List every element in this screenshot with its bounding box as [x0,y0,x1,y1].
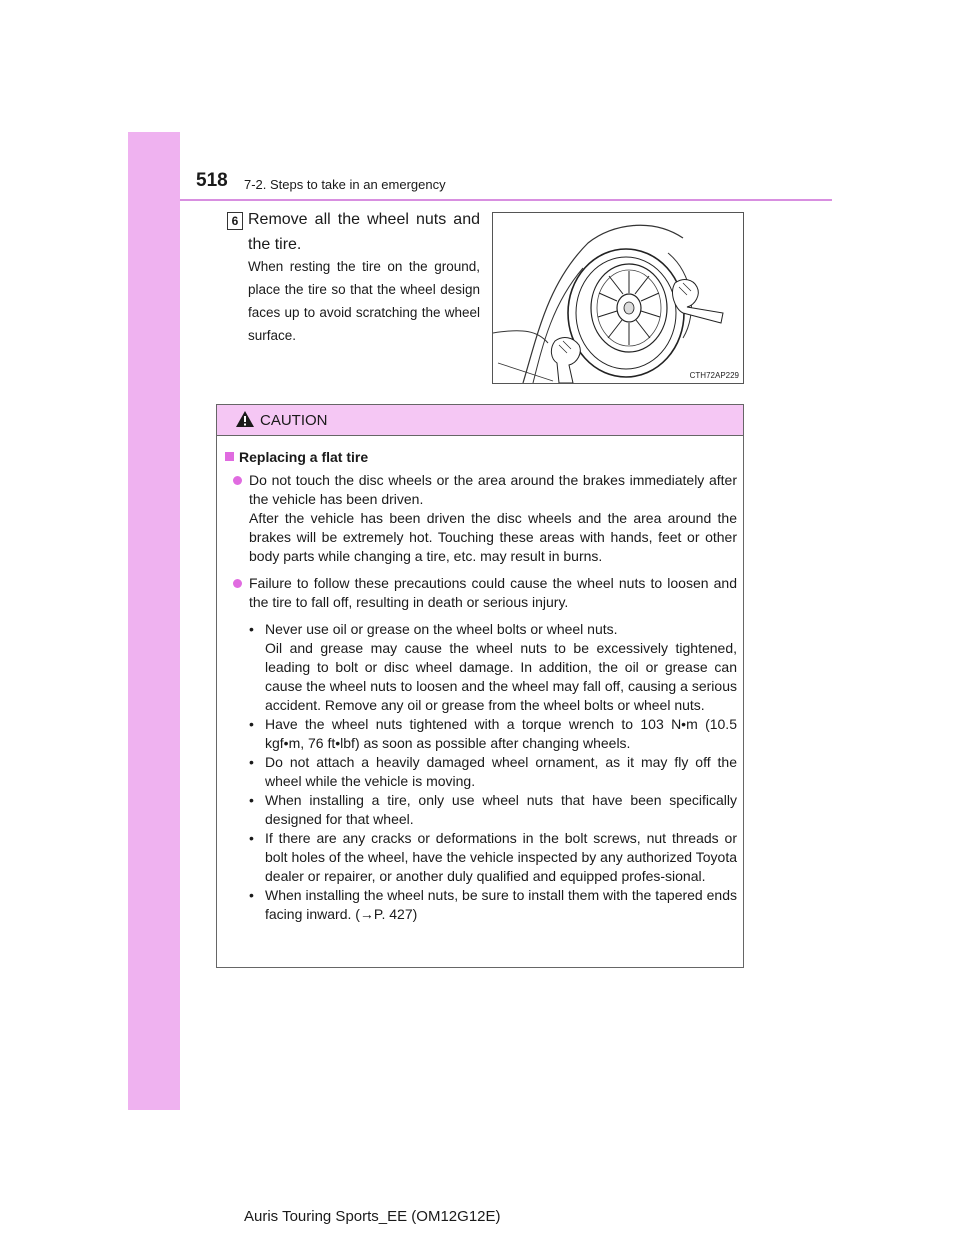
round-bullet-icon [233,579,242,588]
sub-bullet-mark: • [249,792,254,808]
step-number-badge: 6 [227,212,243,230]
square-bullet-icon [225,452,234,461]
subitem-text: Have the wheel nuts tightened with a torque wrench to 103 N•m (10.5 kgf•m, 76 ft•lbf) as soon as possible after changing wheels. [265,716,737,751]
page-number: 518 [196,170,228,191]
subitem-detail: Oil and grease may cause the wheel nuts to be excessively tightened, leading to bolt or disc wheel damage. In addition, the oil or grease can cause the wheel nuts to loosen and the wheel may fall off, causing a serious accident. Remove any oil or grease from the wheel bolts or wheel nuts. [265,640,737,713]
subitem-text: When installing the wheel nuts, be sure to install them with the tapered ends facing inward. (→P. 427) [265,887,737,922]
sub-bullet-mark: • [249,830,254,846]
subitem [249,829,737,886]
caution-subheading [225,448,737,467]
subitem [249,620,737,715]
caution-content [217,436,743,924]
subitem-text: Do not attach a heavily damaged wheel ornament, as it may fly off the wheel while the vehicle is moving. [265,754,737,789]
sub-bullet-mark: • [249,621,254,637]
subitem [249,753,737,791]
subitem [249,791,737,829]
sub-bullet-mark: • [249,716,254,732]
section-title: 7-2. Steps to take in an emergency [244,177,446,192]
caution-box [216,404,744,968]
step-heading: Remove all the wheel nuts and the tire. [248,211,480,253]
caution-title: CAUTION [260,412,328,429]
caution-bullet-1 [233,471,737,566]
chapter-side-tab [128,132,180,1110]
subitem-text: If there are any cracks or deformations in the bolt screws, nut threads or bolt holes of the wheel, have the vehicle inspected by any authorized Toyota dealer or repairer, or another duly qualified and equipped profes-sional. [265,830,737,884]
subitem-text: Never use oil or grease on the wheel bolts or wheel nuts. [265,621,618,637]
caution-bullet-2 [233,574,737,612]
subitem [249,715,737,753]
caution-subheading-text: Replacing a flat tire [239,449,369,465]
bullet-2-text: Failure to follow these precautions could cause the wheel nuts to loosen and the tire to fall off, resulting in death or serious injury. [249,575,737,610]
figure-code: CTH72AP229 [689,371,739,380]
bullet-1-line-2: After the vehicle has been driven the disc wheels and the area around the brakes will be extremely hot. Touching these areas with hands, feet or other body parts while changing a tire, etc. may result in burns. [249,510,737,564]
header-divider [180,199,832,201]
tire-removal-illustration [492,212,744,384]
subitem-text: When installing a tire, only use wheel nuts that have been specifically designed for that wheel. [265,792,737,827]
round-bullet-icon [233,476,242,485]
bullet-1-line-1: Do not touch the disc wheels or the area around the brakes immediately after the vehicle has been driven. [249,472,737,507]
caution-header [217,405,743,436]
step-body: When resting the tire on the ground, place the tire so that the wheel design faces up to avoid scratching the wheel surface. [248,259,480,343]
warning-triangle-icon [235,410,255,428]
subitem [249,886,737,924]
tire-drawing [493,213,743,383]
caution-subitems [249,620,737,924]
footer-manual-id: Auris Touring Sports_EE (OM12G12E) [244,1208,501,1225]
sub-bullet-mark: • [249,754,254,770]
sub-bullet-mark: • [249,887,254,903]
